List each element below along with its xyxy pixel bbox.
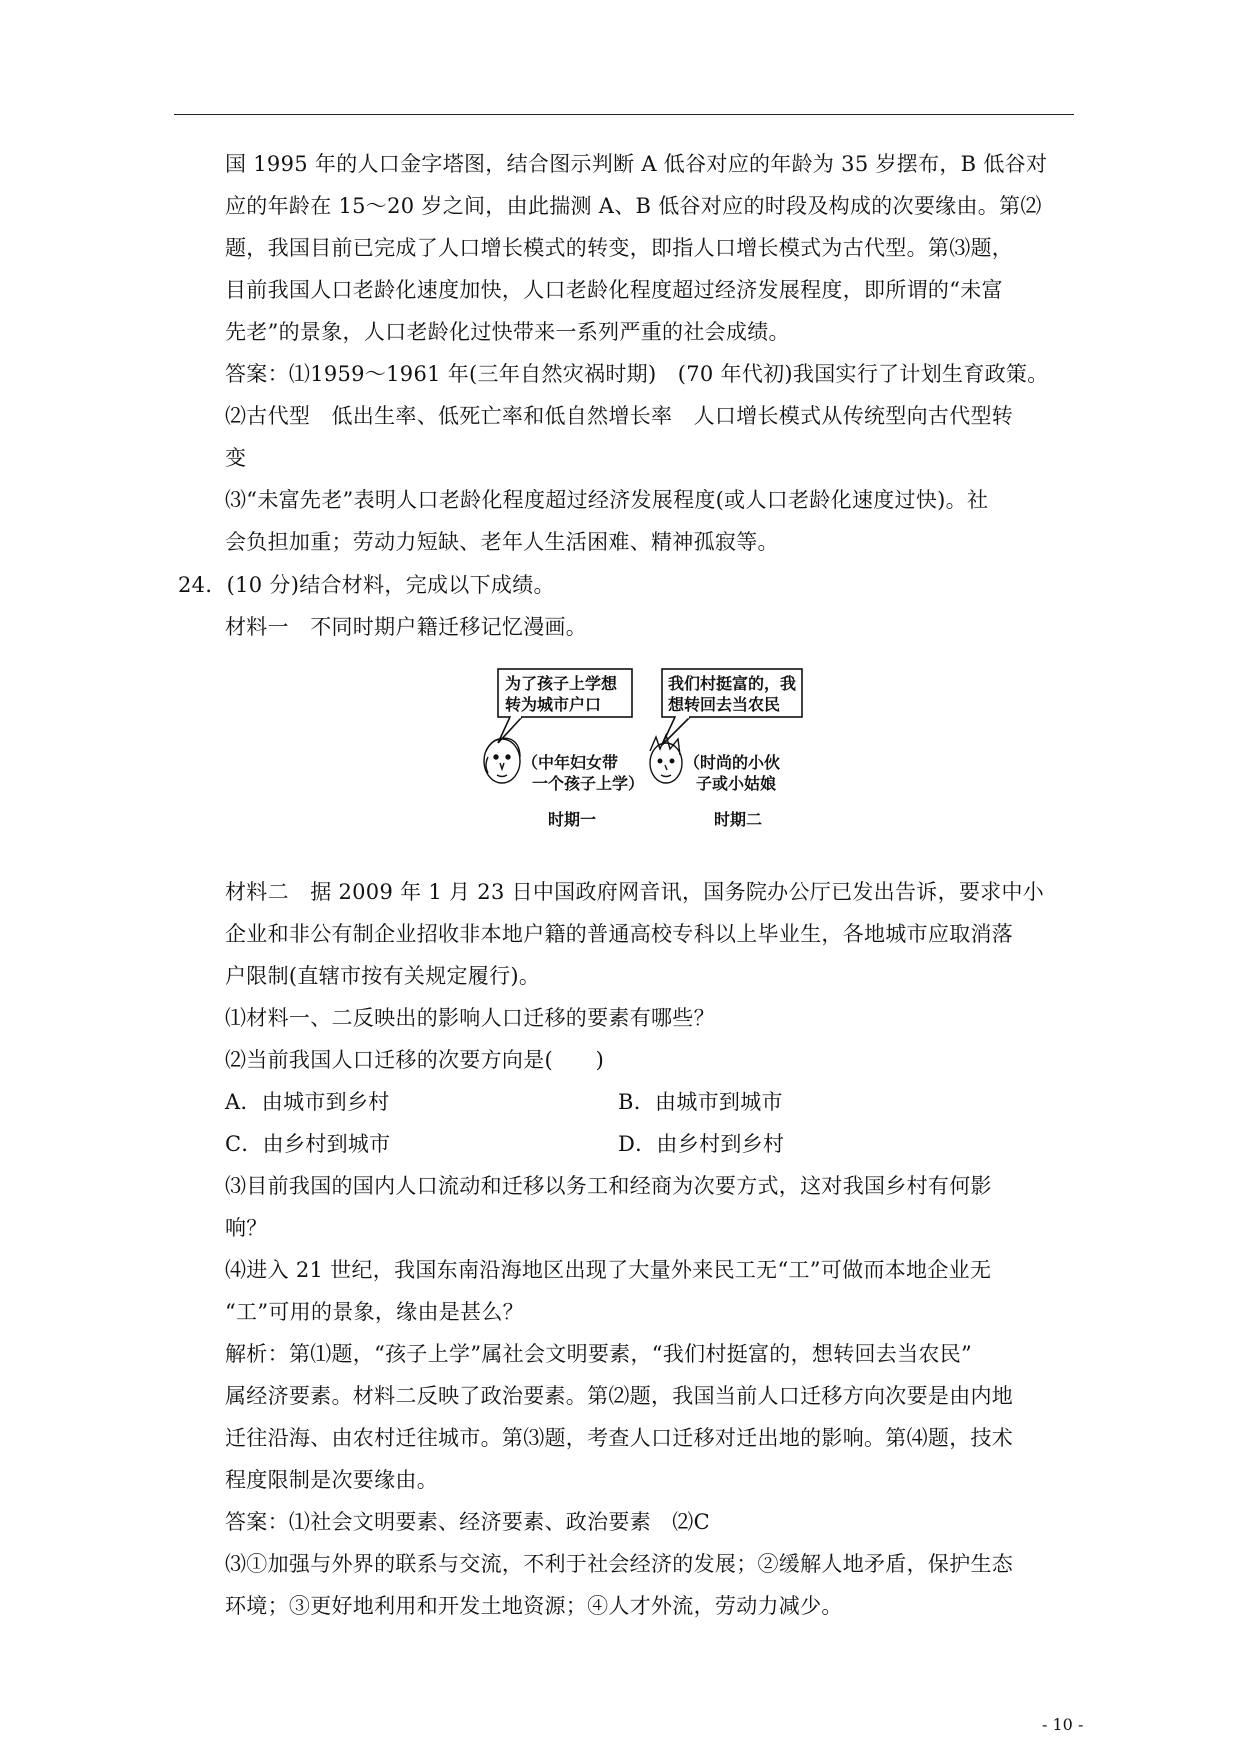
option-a: A．由城市到乡村 <box>225 1090 390 1114</box>
material-2-line: 户限制(直辖市按有关规定履行)。 <box>225 964 541 988</box>
period-one-label: 时期一 <box>548 810 597 829</box>
material-1-caption: 材料一 不同时期户籍迁移记忆漫画。 <box>225 615 588 639</box>
option-c: C．由乡村到城市 <box>225 1132 391 1156</box>
option-d: D．由乡村到乡村 <box>618 1132 785 1156</box>
answer-line: 会负担加重；劳动力短缺、老年人生活困难、精神孤寂等。 <box>225 530 779 554</box>
answer-line: 环境；③更好地利用和开发土地资源；④人才外流，劳动力减少。 <box>225 1594 843 1618</box>
question-24-title: 24．(10 分)结合材料，完成以下成绩。 <box>178 573 555 597</box>
analysis-line: 属经济要素。材料二反映了政治要素。第⑵题，我国当前人口迁移方向次要是由内地 <box>225 1384 1014 1408</box>
paragraph-line: 目前我国人口老龄化速度加快，人口老龄化程度超过经济发展程度，即所谓的“未富 <box>225 278 1003 302</box>
youth-note-line-1: （时尚的小伙 <box>684 753 781 772</box>
sub-question-4: “工”可用的景象，缘由是甚么？ <box>225 1300 524 1324</box>
bubble-2-line-1: 我们村挺富的，我 <box>668 674 797 693</box>
woman-note-line-2: 一个孩子上学） <box>532 774 645 793</box>
youth-note-line-2: 子或小姑娘 <box>696 774 777 793</box>
sub-question-2: ⑵当前我国人口迁移的次要方向是( ) <box>225 1048 605 1072</box>
young-person-face-drawing <box>650 735 682 783</box>
paragraph-line: 先老”的景象，人口老龄化过快带来一系列严重的社会成绩。 <box>225 320 790 344</box>
paragraph-line: 应的年龄在 15～20 岁之间，由此揣测 A、B 低谷对应的时段及构成的次要缘由。第⑵ <box>225 194 1042 218</box>
answer-line: 答案：⑴社会文明要素、经济要素、政治要素 ⑵C <box>225 1510 710 1534</box>
answer-line: ⑶“未富先老”表明人口老龄化程度超过经济发展程度(或人口老龄化速度过快)。社 <box>225 488 989 512</box>
answer-line: ⑶①加强与外界的联系与交流，不利于社会经济的发展；②缓解人地矛盾，保护生态 <box>225 1552 1014 1576</box>
bubble-2-line-2: 想转回去当农民 <box>668 695 781 714</box>
material-2-line: 企业和非公有制企业招收非本地户籍的普通高校专科以上毕业生，各地城市应取消落 <box>225 922 1014 946</box>
answer-line: 变 <box>225 446 247 470</box>
answer-line: 答案：⑴1959～1961 年(三年自然灾祸时期) (70 年代初)我国实行了计划生育政策。 <box>225 362 1049 386</box>
woman-face-drawing <box>484 738 520 783</box>
option-b: B．由城市到城市 <box>618 1090 783 1114</box>
sub-question-4: ⑷进入 21 世纪，我国东南沿海地区出现了大量外来民工无“工”可做而本地企业无 <box>225 1258 992 1282</box>
material-2-line: 材料二 据 2009 年 1 月 23 日中国政府网音讯，国务院办公厅已发出告诉，要求中小 <box>225 880 1045 904</box>
paragraph-line: 国 1995 年的人口金字塔图，结合图示判断 A 低谷对应的年龄为 35 岁摆布，B 低谷对 <box>225 152 1048 176</box>
migration-cartoon <box>470 665 820 835</box>
analysis-line: 程度限制是次要缘由。 <box>225 1468 438 1492</box>
paragraph-line: 题，我国目前已完成了人口增长模式的转变，即指人口增长模式为古代型。第⑶题， <box>225 236 1014 260</box>
header-rule <box>174 114 1074 115</box>
sub-question-1: ⑴材料一、二反映出的影响人口迁移的要素有哪些？ <box>225 1006 715 1030</box>
answer-line: ⑵古代型 低出生率、低死亡率和低自然增长率 人口增长模式从传统型向古代型转 <box>225 404 1014 428</box>
analysis-line: 解析：第⑴题，“孩子上学”属社会文明要素，“我们村挺富的，想转回去当农民” <box>225 1342 973 1366</box>
bubble-1-line-1: 为了孩子上学想 <box>505 674 618 693</box>
period-two-label: 时期二 <box>714 810 763 829</box>
woman-note-line-1: （中年妇女带 <box>522 753 619 772</box>
sub-question-3: 响？ <box>225 1216 268 1240</box>
sub-question-3: ⑶目前我国的国内人口流动和迁移以务工和经商为次要方式，这对我国乡村有何影 <box>225 1174 992 1198</box>
bubble-1-line-2: 转为城市户口 <box>505 695 602 714</box>
analysis-line: 迁往沿海、由农村迁往城市。第⑶题，考查人口迁移对迁出地的影响。第⑷题，技术 <box>225 1426 1014 1450</box>
page-number: - 10 - <box>1042 1715 1084 1734</box>
